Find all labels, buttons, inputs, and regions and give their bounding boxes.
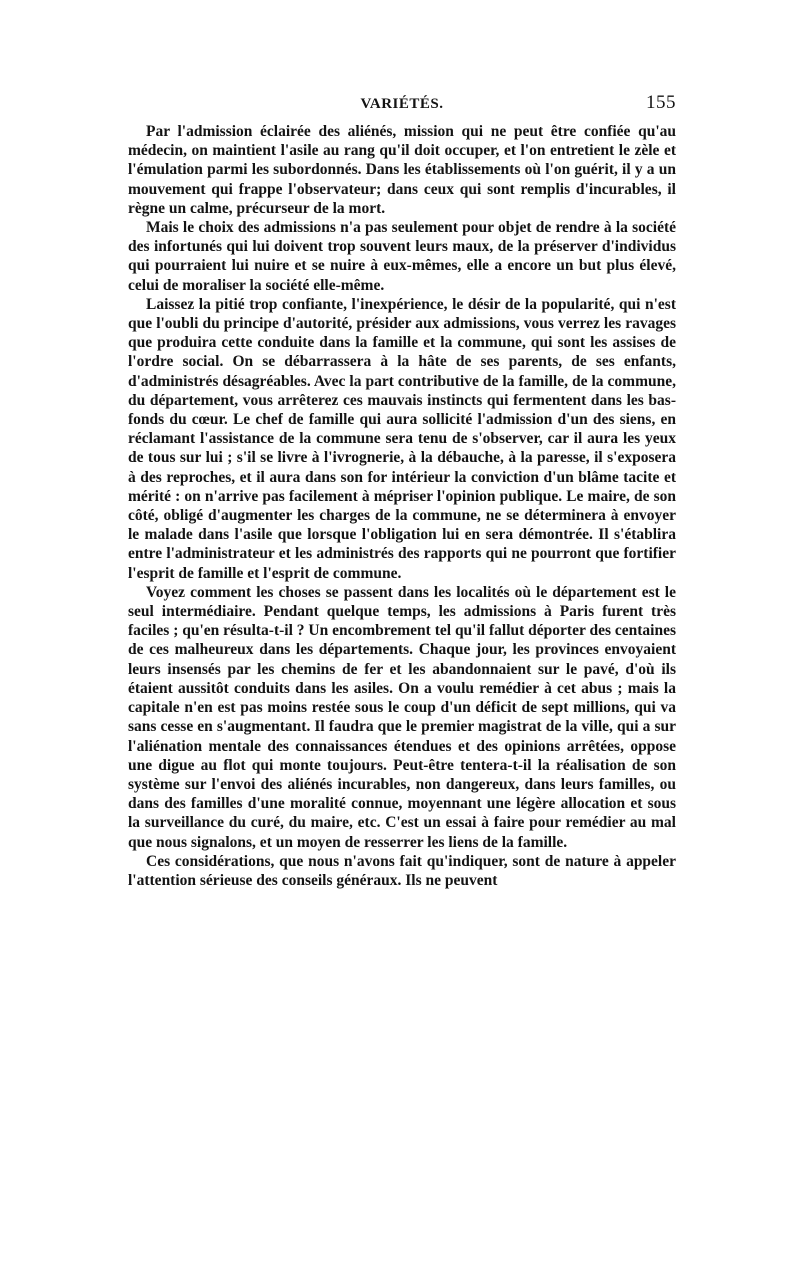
paragraph: Ces considérations, que nous n'avons fait qu'indiquer, sont de nature à appeler l'attention sérieuse des conseils généraux. Ils ne peuvent <box>128 852 676 889</box>
paragraph: Laissez la pitié trop confiante, l'inexpérience, le désir de la popularité, qui n'est que l'oubli du principe d'autorité, présider aux admissions, vous verrez les ravages que produira cette conduite dans la famille et la commune, qui sont les assises de l'ordre social. On se débarrassera à la hâte de ses parents, de ses enfants, d'administrés désagréables. Avec la part contributive de la famille, de la commune, du département, vous arrêterez ces mauvais instincts qui fermentent dans les bas-fonds du cœur. Le chef de famille qui aura sollicité l'admission d'un des siens, en réclamant l'assistance de la commune sera tenu de s'observer, car il aura les yeux de tous sur lui ; s'il se livre à l'ivrognerie, à la débauche, à la paresse, il s'exposera à des reproches, et il aura dans son for intérieur la conviction d'un blâme tacite et mérité : on n'arrive pas facilement à mépriser l'opinion publique. Le maire, de son côté, obligé d'augmenter les charges de la commune, ne se déterminera à envoyer le malade dans l'asile que lorsque l'obligation lui en sera démontrée. Il s'établira entre l'administrateur et les administrés des rapports qui ne pourront que fortifier l'esprit de famille et l'esprit de commune. <box>128 295 676 582</box>
running-head <box>128 92 676 122</box>
page-number: 155 <box>646 92 676 113</box>
paragraph: Voyez comment les choses se passent dans les localités où le département est le seul intermédiaire. Pendant quelque temps, les admissions à Paris furent très faciles ; qu'en résulta-t-il ? Un encombrement tel qu'il fallut déporter des centaines de ces malheureux dans les départements. Chaque jour, les provinces envoyaient leurs insensés par les chemins de fer et les abandonnaient sur le pavé, d'où ils étaient aussitôt conduits dans les asiles. On a voulu remédier à cet abus ; mais la capitale n'en est pas moins restée sous le coup d'un déficit de sept millions, qui va sans cesse en s'augmentant. Il faudra que le premier magistrat de la ville, qui a sur l'aliénation mentale des connaissances étendues et des opinions arrêtées, oppose une digue au flot qui monte toujours. Peut-être tentera-t-il la réalisation de son système sur l'envoi des aliénés incurables, non dangereux, dans leurs familles, ou dans des familles d'une moralité connue, moyennant une légère allocation et sous la surveillance du curé, du maire, etc. C'est un essai à faire pour remédier au mal que nous signalons, et un moyen de resserrer les liens de la famille. <box>128 583 676 851</box>
paragraph: Par l'admission éclairée des aliénés, mission qui ne peut être confiée qu'au médecin, on maintient l'asile au rang qu'il doit occuper, et l'on entretient le zèle et l'émulation parmi les subordonnés. Dans les établissements où l'on guérit, il y a un mouvement qui frappe l'observateur; dans ceux qui sont remplis d'incurables, il règne un calme, précurseur de la mort. <box>128 123 676 217</box>
paragraph: Mais le choix des admissions n'a pas seulement pour objet de rendre à la société des infortunés qui lui doivent trop souvent leurs maux, de la préserver d'individus qui pourraient lui nuire et se nuire à eux-mêmes, elle a encore un but plus élevé, celui de moraliser la société elle-même. <box>128 219 676 294</box>
book-page <box>128 92 676 890</box>
running-title: VARIÉTÉS. <box>360 96 444 112</box>
body-text <box>128 122 676 890</box>
